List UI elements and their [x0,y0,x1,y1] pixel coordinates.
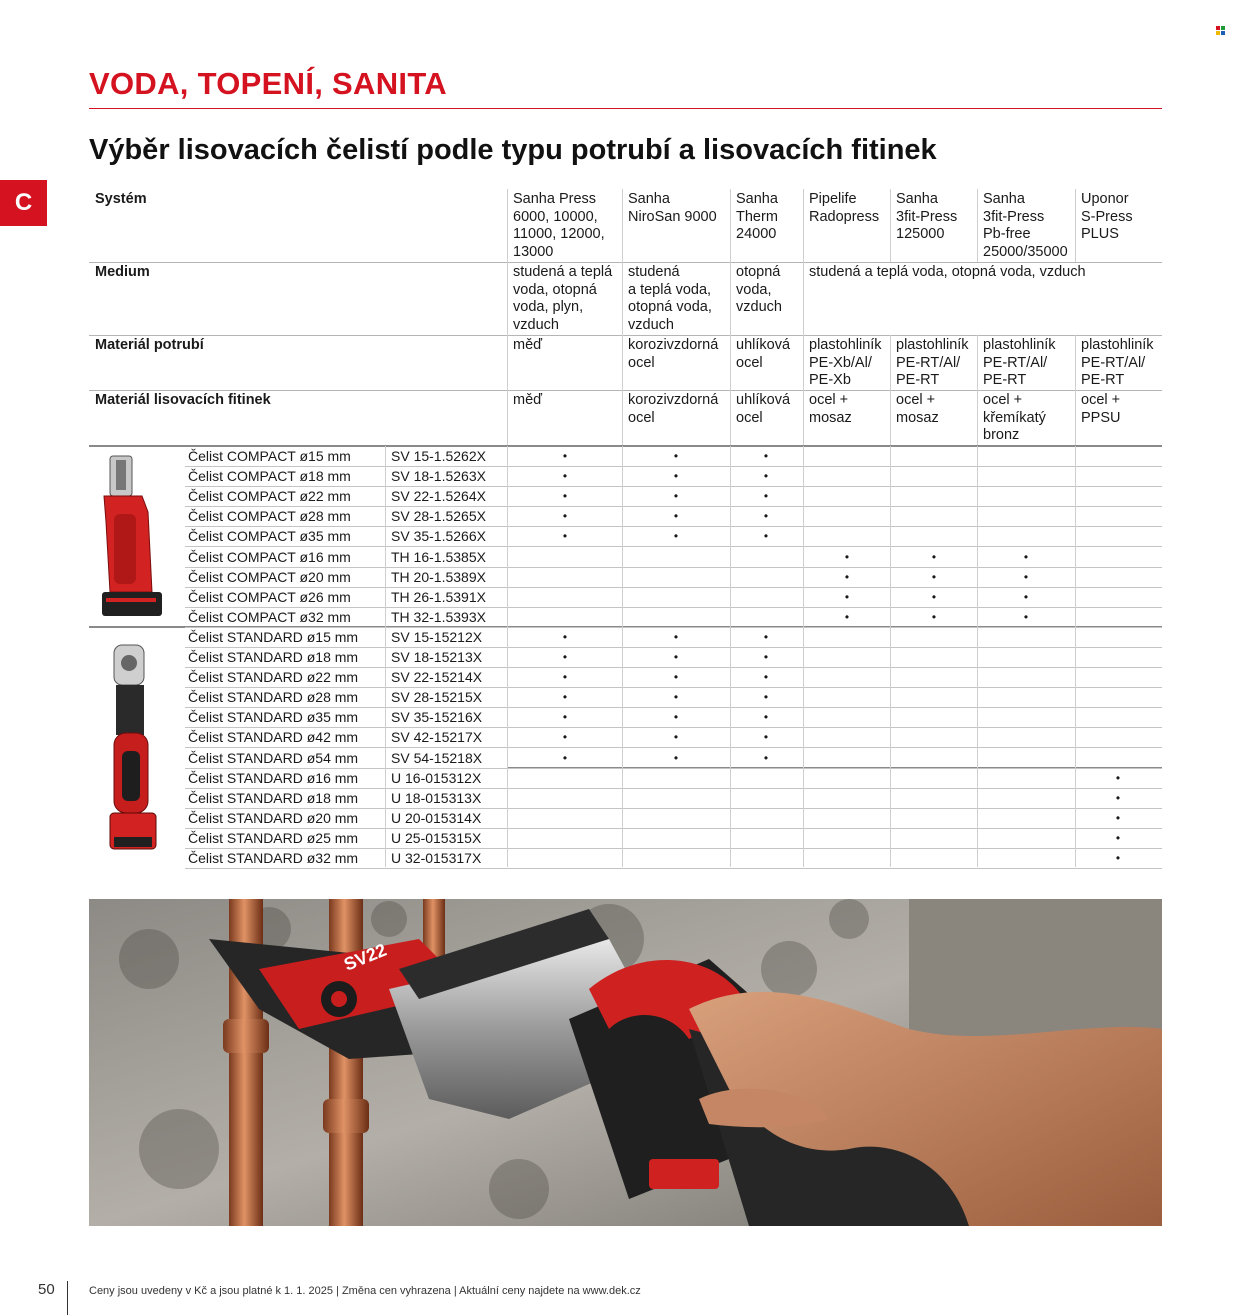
spec-cell: plastohliník PE-RT/Al/ PE-RT [983,337,1056,388]
spec-cell: Sanha 3fit-Press Pb-free 25000/35000 [983,191,1068,260]
jaw-code: U 32-015317X [391,850,482,866]
jaw-name: Čelist COMPACT ø20 mm [188,568,351,585]
compatibility-dot: • [673,529,679,544]
spec-cell: otopná voda, vzduch [736,264,782,315]
column-separator [385,446,386,867]
compact-press-tool-image [96,452,168,622]
chapter-tab[interactable]: C [0,180,47,226]
jaw-row [185,446,1162,467]
spec-cell: Pipelife Radopress [809,191,880,225]
compatibility-dot: • [844,549,850,564]
spec-row-label: Materiál potrubí [95,337,204,353]
compatibility-dot: • [1023,549,1029,564]
spec-cell: ocel + mosaz [809,392,852,426]
jaw-row [185,466,1162,487]
jaw-code: TH 32-1.5393X [391,608,486,625]
jaw-code: SV 18-15213X [391,649,483,665]
column-separator [803,189,804,262]
jaw-row [185,667,1162,688]
jaw-code: U 18-015313X [391,789,482,806]
jaw-row [185,627,1162,648]
jaw-name: Čelist STANDARD ø22 mm [188,669,359,686]
spec-row [89,189,1162,263]
jaw-name: Čelist STANDARD ø16 mm [188,769,359,786]
spec-row [89,335,1162,391]
compatibility-dot: • [763,449,769,463]
compatibility-dot: • [763,629,769,644]
title-divider [89,108,1162,109]
column-separator [890,335,891,446]
spec-cell: měď [513,337,543,353]
compatibility-dot: • [1023,609,1029,624]
spec-row [89,390,1162,446]
compatibility-dot: • [763,469,769,484]
jaw-code: SV 15-15212X [391,628,483,645]
compatibility-dot: • [562,469,568,484]
jaw-code: SV 15-1.5262X [391,448,486,464]
compatibility-dot: • [562,650,568,664]
spec-row-label: Materiál lisovacích fitinek [95,392,271,408]
column-separator [507,189,508,446]
brand-logo-icon [1216,26,1225,35]
compatibility-dot: • [931,589,937,604]
press-tool-photo [89,899,1162,1226]
jaw-name: Čelist COMPACT ø35 mm [188,528,351,545]
footer-notice: Ceny jsou uvedeny v Kč a jsou platné k 1. 1. 2025 | Změna cen vyhrazena | Aktuální ceny najdete na www.dek.cz [89,1285,641,1297]
compatibility-dot: • [562,489,568,504]
column-separator [977,335,978,446]
compatibility-dot: • [562,449,568,463]
spec-row-label: Medium [95,264,150,280]
jaw-code: SV 28-15215X [391,689,483,706]
compatibility-dot: • [763,650,769,664]
column-separator [622,189,623,446]
spec-row [89,262,1162,336]
spec-cell: plastohliník PE-RT/Al/ PE-RT [1081,337,1154,388]
jaw-row [185,828,1162,849]
compatibility-dot: • [673,489,679,504]
compatibility-dot: • [1115,830,1121,845]
jaw-name: Čelist COMPACT ø16 mm [188,548,351,565]
compatibility-dot: • [844,609,850,624]
spec-cell: korozivzdorná ocel [628,392,719,426]
spec-cell: plastohliník PE-RT/Al/ PE-RT [896,337,969,388]
jaw-code: SV 35-15216X [391,709,483,726]
jaw-name: Čelist STANDARD ø20 mm [188,809,359,826]
compatibility-dot: • [673,730,679,745]
jaw-row [185,808,1162,829]
compatibility-dot: • [673,690,679,705]
spec-cell: plastohliník PE-Xb/Al/ PE-Xb [809,337,882,388]
jaw-row [185,647,1162,668]
spec-cell: Sanha 3fit-Press 125000 [896,191,958,242]
compatibility-dot: • [673,750,679,765]
spec-cell: ocel + PPSU [1081,392,1121,426]
jaw-name: Čelist COMPACT ø32 mm [188,608,351,625]
jaw-row [185,506,1162,527]
jaw-row [185,526,1162,547]
jaw-code: U 25-015315X [391,829,482,846]
jaw-name: Čelist STANDARD ø18 mm [188,789,359,806]
compatibility-dot: • [673,629,679,644]
compatibility-dot: • [844,589,850,604]
jaw-row [185,748,1162,769]
compatibility-dot: • [931,549,937,564]
jaw-row [185,547,1162,568]
jaw-name: Čelist STANDARD ø42 mm [188,729,359,746]
column-separator [507,446,508,867]
compatibility-dot: • [673,449,679,463]
compatibility-dot: • [1115,810,1121,825]
column-separator [622,446,623,867]
page-number: 50 [38,1281,55,1298]
jaw-row [185,567,1162,588]
jaw-name: Čelist COMPACT ø18 mm [188,468,351,485]
jaw-name: Čelist STANDARD ø28 mm [188,689,359,706]
page-heading: Výběr lisovacích čelistí podle typu potrubí a lisovacích fitinek [89,134,937,166]
jaw-name: Čelist STANDARD ø25 mm [188,829,359,846]
column-separator [890,189,891,262]
column-separator [730,446,731,867]
jaw-name: Čelist COMPACT ø28 mm [188,508,351,525]
jaw-code: SV 18-1.5263X [391,468,486,485]
jaw-row [185,848,1162,869]
jaw-name: Čelist COMPACT ø26 mm [188,588,351,605]
jaw-code: U 16-015312X [391,769,482,786]
compatibility-dot: • [673,469,679,484]
jaw-code: SV 22-1.5264X [391,488,486,505]
column-separator [977,189,978,262]
jaw-row [185,587,1162,608]
jaw-row [185,788,1162,809]
compatibility-dot: • [763,489,769,504]
column-separator [1075,335,1076,446]
jaw-name: Čelist STANDARD ø18 mm [188,649,359,665]
jaw-name: Čelist COMPACT ø15 mm [188,448,351,464]
spec-cell: studená a teplá voda, otopná voda, plyn, vzduch [513,264,613,333]
compatibility-dot: • [562,629,568,644]
jaw-code: TH 16-1.5385X [391,548,486,565]
spec-cell: ocel + křemíkatý bronz [983,392,1046,443]
spec-cell: uhlíková ocel [736,337,791,371]
spec-cell: studená a teplá voda, otopná voda, vzduch [628,264,712,333]
spec-cell: Sanha NiroSan 9000 [628,191,717,225]
spec-cell: Sanha Therm 24000 [736,191,778,242]
jaw-code: U 20-015314X [391,809,482,826]
jaw-name: Čelist STANDARD ø15 mm [188,628,359,645]
column-separator [1075,189,1076,262]
compatibility-dot: • [673,650,679,664]
compatibility-dot: • [931,609,937,624]
compatibility-dot: • [1115,790,1121,805]
jaw-row [185,687,1162,708]
compatibility-dot: • [1115,851,1121,865]
compatibility-dot: • [844,569,850,584]
compatibility-dot: • [562,730,568,745]
compatibility-dot: • [562,509,568,524]
spec-cell: korozivzdorná ocel [628,337,719,371]
compatibility-dot: • [931,569,937,584]
spec-cell: ocel + mosaz [896,392,939,426]
column-separator [803,446,804,867]
compatibility-dot: • [763,730,769,745]
jaw-code: SV 54-15218X [391,749,483,766]
jaw-name: Čelist STANDARD ø54 mm [188,749,359,766]
jaw-marking-label: SV22 [341,939,390,975]
compatibility-dot: • [562,690,568,705]
jaw-code: SV 35-1.5266X [391,528,486,545]
jaw-name: Čelist COMPACT ø22 mm [188,488,351,505]
jaw-code: TH 26-1.5391X [391,588,486,605]
jaw-row [185,486,1162,507]
compatibility-dot: • [763,690,769,705]
compatibility-dot: • [673,670,679,685]
jaw-code: SV 22-15214X [391,669,483,686]
spec-cell: studená a teplá voda, otopná voda, vzduch [809,264,1086,280]
compatibility-dot: • [562,710,568,725]
spec-cell: Sanha Press 6000, 10000, 11000, 12000, 13000 [513,191,605,260]
compatibility-dot: • [1023,569,1029,584]
compatibility-dot: • [562,529,568,544]
compatibility-dot: • [562,670,568,685]
jaw-code: SV 28-1.5265X [391,508,486,525]
spec-cell: měď [513,392,543,408]
jaw-row [185,707,1162,728]
compatibility-dot: • [562,750,568,765]
compatibility-dot: • [673,710,679,725]
jaw-code: SV 42-15217X [391,729,483,746]
compatibility-dot: • [763,710,769,725]
jaw-row [185,607,1162,628]
jaw-name: Čelist STANDARD ø32 mm [188,850,359,866]
jaw-name: Čelist STANDARD ø35 mm [188,709,359,726]
jaw-row [185,768,1162,789]
compatibility-dot: • [763,750,769,765]
column-separator [730,189,731,446]
spec-cell: uhlíková ocel [736,392,791,426]
compatibility-dot: • [1115,770,1121,785]
compatibility-dot: • [763,509,769,524]
compatibility-dot: • [763,670,769,685]
compatibility-dot: • [673,509,679,524]
compatibility-dot: • [763,529,769,544]
standard-press-tool-image [104,641,164,855]
column-separator [1075,446,1076,867]
compatibility-dot: • [1023,589,1029,604]
spec-row-label: Systém [95,191,147,207]
jaw-row [185,727,1162,748]
column-separator [977,446,978,867]
column-separator [890,446,891,867]
section-title: VODA, TOPENÍ, SANITA [89,66,447,101]
spec-cell: Uponor S-Press PLUS [1081,191,1133,242]
footer-divider [67,1281,68,1315]
jaw-code: TH 20-1.5389X [391,568,486,585]
